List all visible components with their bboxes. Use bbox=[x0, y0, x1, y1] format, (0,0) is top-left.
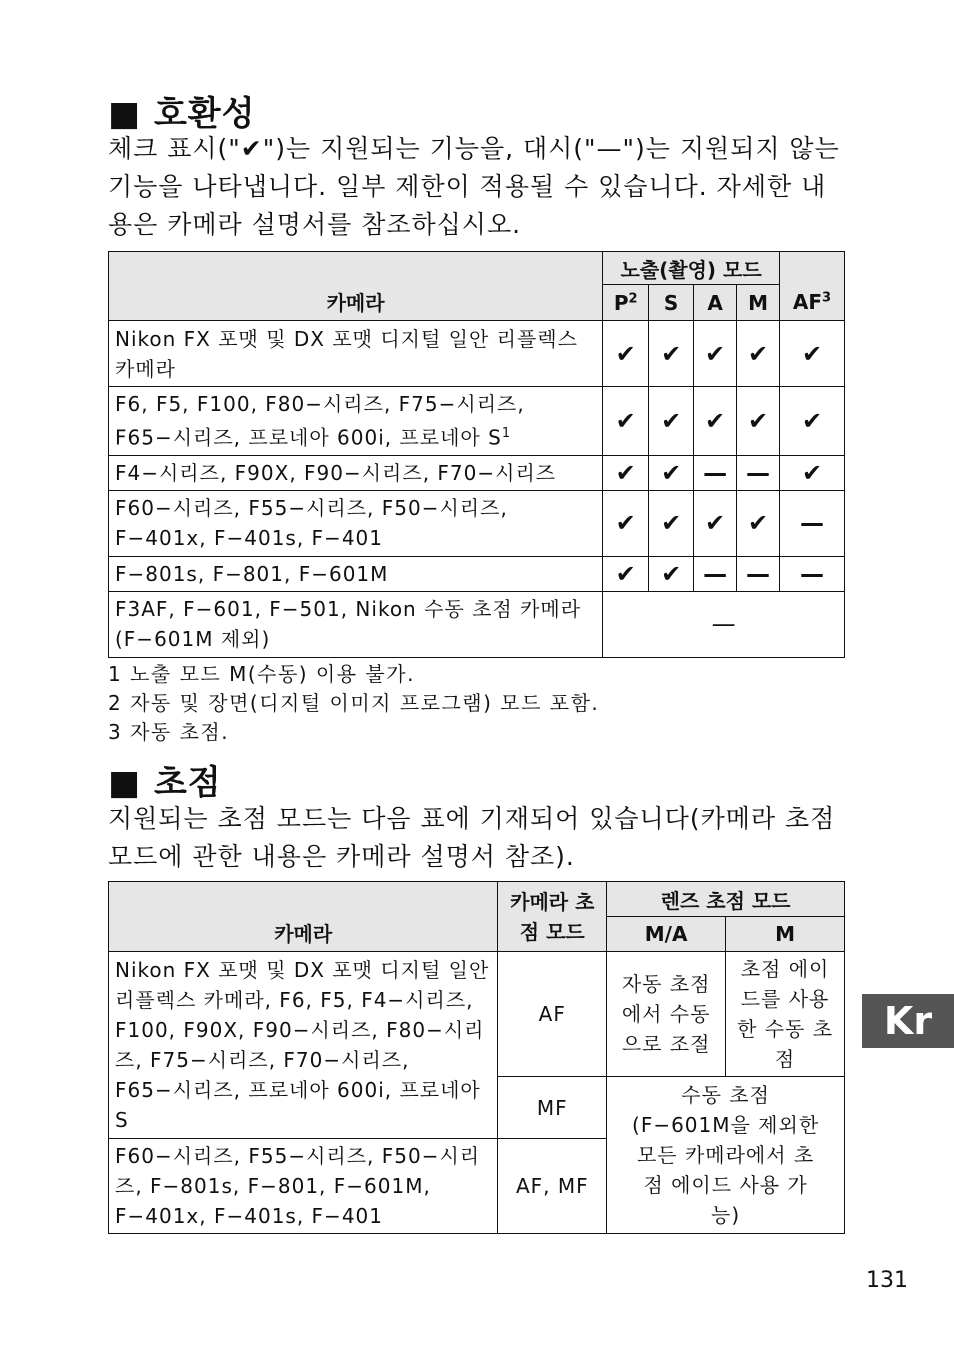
table-row bbox=[109, 455, 845, 490]
p-cell: ✔ bbox=[603, 455, 649, 490]
lens-ma-cell: 자동 초점에서 수동으로 조절 bbox=[607, 952, 726, 1077]
focus-intro: 지원되는 초점 모드는 다음 표에 기재되어 있습니다(카메라 초점 모드에 관한 내용은 카메라 설명서 참조). bbox=[108, 804, 836, 871]
merged-cell: — bbox=[603, 591, 845, 657]
s-cell: ✔ bbox=[649, 455, 694, 490]
s-cell: ✔ bbox=[649, 387, 694, 456]
af-cell: ✔ bbox=[780, 455, 845, 490]
compat-intro: 체크 표시("✔")는 지원되는 기능을, 대시("—")는 지원되지 않는 기능을 나타냅니다. 일부 제한이 적용될 수 있습니다. 자세한 내용은 카메라 설명서를 참조하십시오. bbox=[108, 134, 840, 239]
s-cell: ✔ bbox=[649, 321, 694, 387]
af-cell: ✔ bbox=[780, 321, 845, 387]
col-header-m: M bbox=[737, 285, 780, 321]
table-row bbox=[109, 591, 845, 657]
table-row bbox=[109, 490, 845, 556]
focus-heading: ■ 초점 bbox=[108, 763, 222, 803]
language-tab: Kr bbox=[862, 994, 954, 1048]
compat-heading: ■ 호환성 bbox=[108, 94, 256, 134]
col-header-camera-focus-mode: 카메라 초점 모드 bbox=[498, 882, 607, 952]
camera-focus-cell: AF, MF bbox=[498, 1139, 607, 1234]
col-header-s: S bbox=[649, 285, 694, 321]
col-header-exposure-mode: 노출(촬영) 모드 bbox=[603, 252, 780, 285]
p-cell: ✔ bbox=[603, 490, 649, 556]
col-header-af: $AF^3$ bbox=[780, 285, 845, 321]
col-header-a: A bbox=[694, 285, 737, 321]
a-cell: — bbox=[694, 556, 737, 591]
m-cell: ✔ bbox=[737, 321, 780, 387]
camera-cell: F60−시리즈, F55−시리즈, F50−시리즈, F−801s, F−801, F−601M, F−401x, F−401s, F−401 bbox=[109, 1139, 498, 1234]
p-cell: ✔ bbox=[603, 387, 649, 456]
camera-cell: F60−시리즈, F55−시리즈, F50−시리즈, F−401x, F−401s, F−401 bbox=[109, 490, 603, 556]
col-header-lens-focus-mode: 렌즈 초점 모드 bbox=[607, 882, 845, 917]
table-row bbox=[109, 321, 845, 387]
col-header-ma: M/A bbox=[607, 917, 726, 952]
camera-cell: F6, F5, F100, F80−시리즈, F75−시리즈, F65−시리즈, 프로네아 600i, 프로네아 $S^1$ bbox=[109, 387, 603, 456]
footnote: 3 자동 초점. bbox=[108, 720, 230, 744]
a-cell: ✔ bbox=[694, 387, 737, 456]
s-cell: ✔ bbox=[649, 556, 694, 591]
af-cell: — bbox=[780, 556, 845, 591]
s-cell: ✔ bbox=[649, 490, 694, 556]
af-cell: — bbox=[780, 490, 845, 556]
table-row bbox=[109, 952, 845, 1077]
camera-cell: F4−시리즈, F90X, F90−시리즈, F70−시리즈 bbox=[109, 455, 603, 490]
lens-m-cell: 초점 에이드를 사용한 수동 초점 bbox=[726, 952, 845, 1077]
footnotes bbox=[108, 660, 599, 747]
camera-focus-cell: AF bbox=[498, 952, 607, 1077]
m-cell: — bbox=[737, 556, 780, 591]
table-row bbox=[109, 556, 845, 591]
table-row bbox=[109, 387, 845, 456]
focus-table bbox=[108, 881, 845, 1234]
m-cell: — bbox=[737, 455, 780, 490]
m-cell: ✔ bbox=[737, 387, 780, 456]
compat-table bbox=[108, 251, 845, 658]
camera-cell: F3AF, F−601, F−501, Nikon 수동 초점 카메라(F−601M 제외) bbox=[109, 591, 603, 657]
p-cell: ✔ bbox=[603, 556, 649, 591]
a-cell: ✔ bbox=[694, 490, 737, 556]
a-cell: — bbox=[694, 455, 737, 490]
footnote: 1 노출 모드 M(수동) 이용 불가. bbox=[108, 662, 415, 686]
col-header-blank bbox=[780, 252, 845, 285]
camera-cell: Nikon FX 포맷 및 DX 포맷 디지털 일안 리플렉스 카메라 bbox=[109, 321, 603, 387]
camera-focus-cell: MF bbox=[498, 1077, 607, 1139]
col-header-m: M bbox=[726, 917, 845, 952]
camera-cell: Nikon FX 포맷 및 DX 포맷 디지털 일안 리플렉스 카메라, F6, F5, F4−시리즈, F100, F90X, F90−시리즈, F80−시리즈, F75−시리즈, F70−시리즈, F65−시리즈, 프로네아 600i, 프로네아 S bbox=[109, 952, 498, 1139]
lens-manual-cell: 수동 초점 (F−601M을 제외한 모든 카메라에서 초점 에이드 사용 가능) bbox=[607, 1077, 845, 1234]
af-cell: ✔ bbox=[780, 387, 845, 456]
col-header-p: $P^2$ bbox=[603, 285, 649, 321]
a-cell: ✔ bbox=[694, 321, 737, 387]
camera-cell: F−801s, F−801, F−601M bbox=[109, 556, 603, 591]
col-header-camera: 카메라 bbox=[109, 882, 498, 952]
col-header-camera: 카메라 bbox=[109, 252, 603, 321]
page-number: 131 bbox=[866, 1268, 908, 1293]
p-cell: ✔ bbox=[603, 321, 649, 387]
footnote: 2 자동 및 장면(디지털 이미지 프로그램) 모드 포함. bbox=[108, 691, 600, 715]
m-cell: ✔ bbox=[737, 490, 780, 556]
